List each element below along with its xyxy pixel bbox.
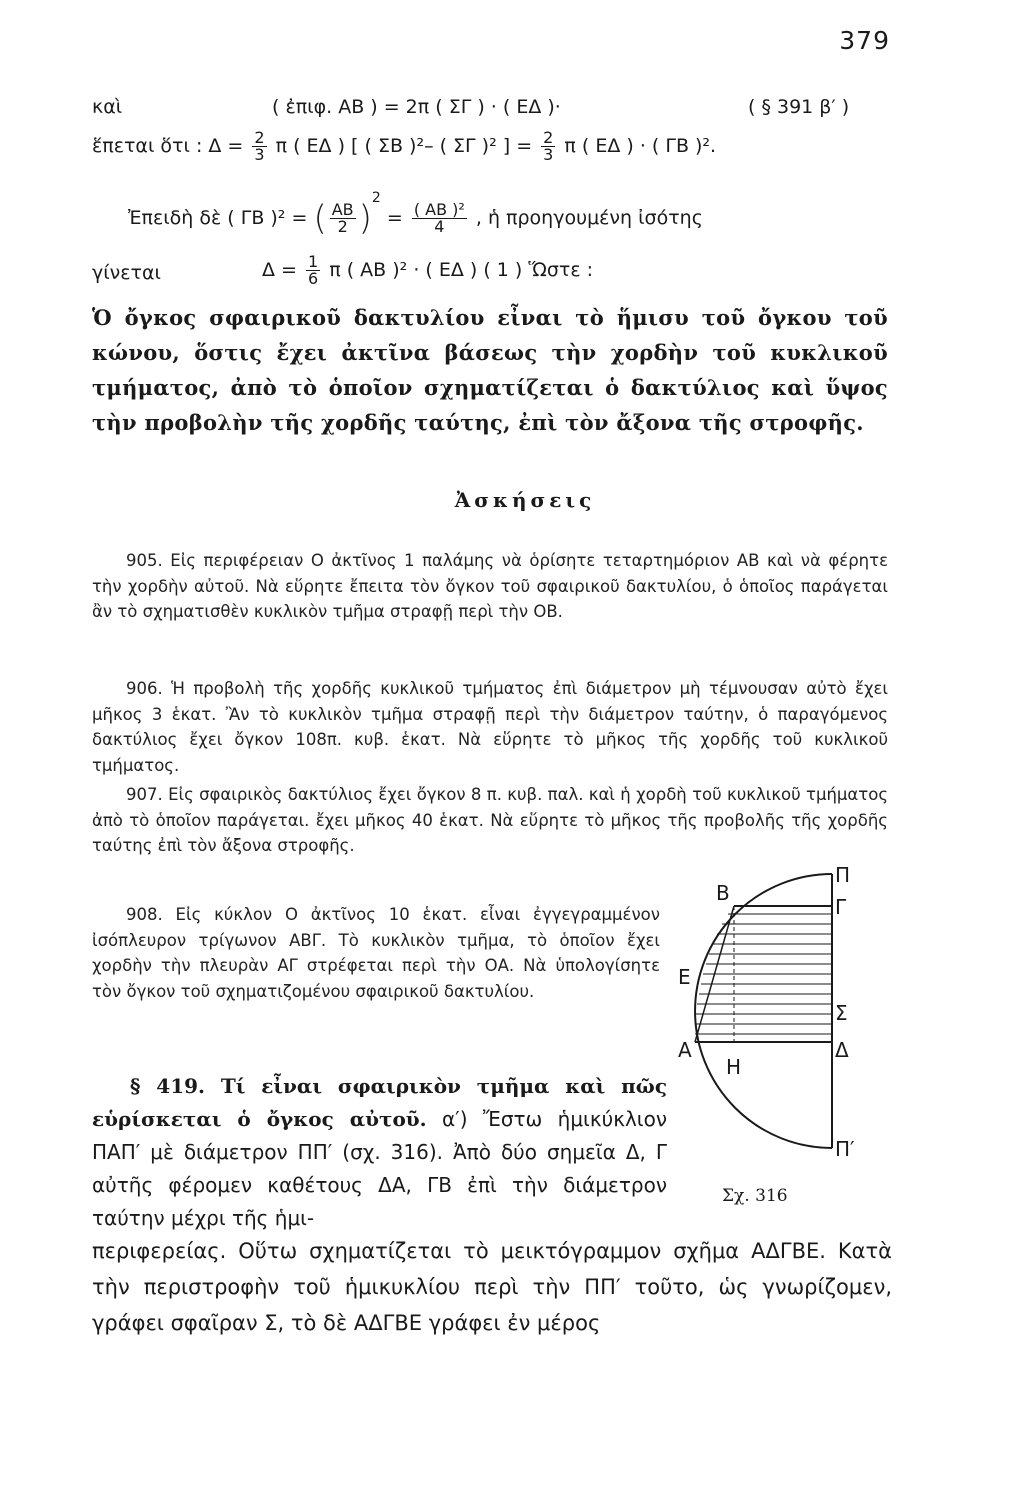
label-H: Η (726, 1055, 742, 1079)
eq3-frac-num: ΑΒ (331, 200, 354, 219)
exercise-907-text: 907. Εἰς σφαιρικὸς δακτύλιος ἔχει ὄγκον 8 π. κυβ. παλ. καὶ ἡ χορδὴ τοῦ κυκλικοῦ τμήματος ἀπὸ τὸ ὁποῖον παράγεται. ἔχει μῆκος 40 ἑκατ. Νὰ εὕρητε τὸ μῆκος τῆς προβολῆς τῆς χορδῆς ταύτης ἐπὶ τὸν ἄξονα στροφῆς. (92, 785, 888, 855)
theorem-text: Ὁ ὄγκος σφαιρικοῦ δακτυλίου εἶναι τὸ ἥμισυ τοῦ ὄγκου τοῦ κώνου, ὅστις ἔχει ἀκτῖνα βάσεως τὴν χορδὴν τοῦ κυκλικοῦ τμήματος, ἀπὸ τὸ ὁποῖον σχηματίζεται ὁ δακτύλιος καὶ ὕψος τὴν προβολὴν τῆς χορδῆς ταύτης, ἐπὶ τὸν ἄξονα τῆς στροφῆς. (92, 305, 888, 435)
eq3-fraction (330, 202, 356, 235)
exercise-905-text: 905. Εἰς περιφέρειαν Ο ἀκτῖνος 1 παλάμης νὰ ὁρίσητε τεταρτημόριον ΑΒ καὶ νὰ φέρητε τὴν χορδὴν αὐτοῦ. Νὰ εὕρητε ἔπειτα τὸν ὄγκον τοῦ σφαιρικοῦ δακτυλίου, ὁ ὁποῖος παράγεται ἂν τὸ σχηματισθὲν κυκλικὸν τμῆμα στραφῇ περὶ τὴν ΟΒ. (92, 551, 888, 621)
label-P-prime: Π′ (835, 1137, 855, 1161)
eq2-fraction (252, 130, 266, 163)
eq2-fraction-2 (541, 130, 555, 163)
eq2-lead: ἕπεται ὅτι : Δ = (92, 135, 244, 157)
eq3-paren-open: ( (313, 198, 327, 239)
exercise-908-text: 908. Εἰς κύκλον Ο ἀκτῖνος 10 ἑκατ. εἶναι ἐγγεγραμμένον ἰσόπλευρον τρίγωνον ΑΒΓ. Τὸ κυκλικὸν τμῆμα, τὸ ὁποῖον ἔχει χορδὴν τὴν πλευρὰν ΑΓ στρέφεται περὶ τὴν ΟΑ. Νὰ ὑπολογίσητε τὸν ὄγκον τοῦ σχηματιζομένου σφαιρικοῦ δακτυλίου. (92, 905, 660, 1001)
eq1-ref: ( § 391 β′ ) (748, 96, 850, 118)
exercise-906-text: 906. Ἡ προβολὴ τῆς χορδῆς κυκλικοῦ τμήματος ἐπὶ διάμετρον μὴ τέμνουσαν αὐτὸ ἔχει μῆκος 3 ἑκατ. Ἂν τὸ κυκλικὸν τμῆμα στραφῇ περὶ τὴν διάμετρον ταύτην, ὁ παραγόμενος δακτύλιος ἔχει ὄγκον 108π. κυβ. ἑκατ. Νὰ εὕρητε τὸ μῆκος τῆς χορδῆς τοῦ κυκλικοῦ τμήματος. (92, 679, 888, 775)
eq3-lead: Ἐπειδὴ δὲ ( ΓΒ )² = (128, 207, 308, 229)
eq4-delta: Δ = (262, 259, 297, 281)
eq2 (92, 130, 716, 163)
page-number: 379 (839, 26, 890, 55)
eq1-formula: ( ἐπιφ. ΑΒ ) = 2π ( ΣΓ ) · ( ΕΔ )· (272, 96, 561, 118)
label-G: Γ (835, 895, 847, 919)
label-P: Π (835, 863, 851, 887)
label-D: Δ (835, 1038, 849, 1062)
eq3-frac2-den: 4 (434, 217, 445, 236)
eq3-paren-close: ) (358, 198, 372, 239)
eq2-frac2-den: 3 (543, 145, 554, 164)
section-419-text: α′) Ἔστω ἡμικύκλιον ΠΑΠ′ μὲ διάμετρον ΠΠ′ (σχ. 316). Ἀπὸ δύο σημεῖα Δ, Γ αὐτῆς φέρομεν καθέτους ΔΑ, ΓΒ ἐπὶ τὴν διάμετρον ταύτην μέχρι τῆς ἡμι- (92, 1107, 667, 1230)
section-419-continuation-text: περιφερείας. Οὕτω σχηματίζεται τὸ μεικτόγραμμον σχῆμα ΑΔΓΒΕ. Κατὰ τὴν περιστροφὴν τοῦ ἡμικυκλίου περὶ τὴν ΠΠ′ τοῦτο, ὡς γνωρίζομεν, γράφει σφαῖραν Σ, τὸ δὲ ΑΔΓΒΕ γράφει ἐν μέρος (92, 1239, 892, 1335)
eq3-tail: , ἡ προηγουμένη ἰσότης (475, 207, 703, 229)
figure-316-diagram (672, 862, 872, 1162)
eq4-frac-num: 1 (308, 252, 319, 271)
exercise-906 (92, 676, 888, 778)
eq3-exponent: 2 (371, 190, 381, 206)
label-E: Ε (678, 965, 691, 989)
label-S: Σ (835, 1001, 848, 1025)
exercise-905 (92, 548, 888, 625)
eq2-mid: π ( ΕΔ ) [ ( ΣΒ )²– ( ΣΓ )² ] = (275, 135, 533, 157)
eq4-fraction (306, 254, 320, 287)
section-419-continuation (92, 1233, 892, 1341)
eq2-frac-den: 3 (254, 145, 265, 164)
eq4 (262, 254, 593, 287)
eq4-frac-den: 6 (308, 269, 319, 288)
exercise-907 (92, 782, 888, 859)
eq3 (128, 190, 703, 239)
eq2-frac2-num: 2 (543, 128, 554, 147)
label-B: Β (716, 881, 730, 905)
section-419 (92, 1070, 667, 1235)
eq3-frac2-num: ( ΑΒ )² (413, 200, 465, 219)
section-419-title: § 419. Τί εἶναι σφαιρικὸν τμῆμα καὶ πῶς εὑρίσκεται ὁ ὄγκος αὐτοῦ. (92, 1074, 667, 1131)
eq3-frac-den: 2 (337, 217, 348, 236)
eq2-tail: π ( ΕΔ ) · ( ΓΒ )². (564, 135, 717, 157)
eq4-formula: π ( ΑΒ )² · ( ΕΔ ) ( 1 ) Ὥστε : (329, 259, 594, 281)
figure-caption: Σχ. 316 (722, 1186, 788, 1206)
eq3-fraction-2 (412, 202, 467, 235)
eq1-kai: καὶ (92, 96, 123, 118)
semicircle-arc (695, 874, 832, 1148)
exercise-908 (92, 902, 660, 1004)
label-A: Α (678, 1038, 692, 1062)
eq4-lead: γίνεται (92, 262, 161, 284)
eq2-frac-num: 2 (254, 128, 265, 147)
exercises-heading: Ἀσκήσεις (454, 488, 596, 512)
eq3-eq: = (386, 207, 403, 229)
figure-316 (672, 862, 872, 1162)
